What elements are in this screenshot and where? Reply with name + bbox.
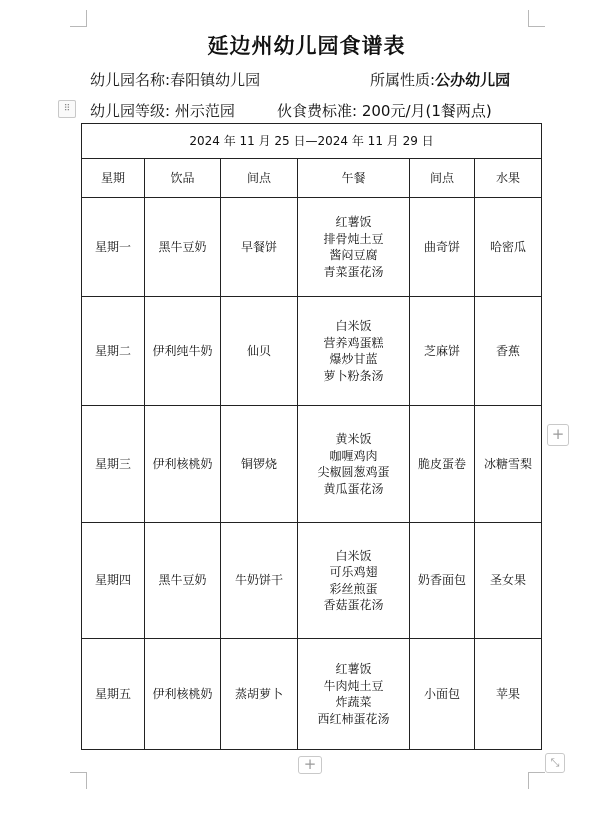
page-corner-bottom-right <box>528 772 545 789</box>
kindergarten-label: 幼儿园名称: <box>90 71 171 89</box>
lunch-item: 青菜蛋花汤 <box>323 264 384 279</box>
drink-cell: 黑牛豆奶 <box>145 523 221 639</box>
page-corner-top-right <box>528 10 545 27</box>
lunch-item: 炸蔬菜 <box>335 695 372 709</box>
snack-cell: 奶香面包 <box>410 523 475 639</box>
drink-cell: 黑牛豆奶 <box>145 198 221 297</box>
lunch-item: 可乐鸡翅 <box>329 565 378 579</box>
table-row <box>82 406 542 523</box>
lunch-item: 西红柿蛋花汤 <box>317 711 390 726</box>
lunch-item: 黄瓜蛋花汤 <box>323 481 384 496</box>
snack-cell: 蒸胡萝卜 <box>221 639 298 750</box>
snack-cell: 曲奇饼 <box>410 198 475 297</box>
day-cell: 星期四 <box>82 523 145 639</box>
lunch-cell <box>298 297 410 406</box>
fruit-cell: 苹果 <box>475 639 542 750</box>
header-row <box>82 159 542 198</box>
lunch-item: 白米饭 <box>335 319 372 333</box>
lunch-item: 彩丝煎蛋 <box>329 581 378 596</box>
day-cell: 星期三 <box>82 406 145 523</box>
snack-cell: 牛奶饼干 <box>221 523 298 639</box>
lunch-item: 红薯饭 <box>335 662 372 676</box>
add-row-icon[interactable]: + <box>298 756 322 774</box>
table-row <box>82 198 542 297</box>
fruit-cell: 圣女果 <box>475 523 542 639</box>
snack-cell: 铜锣烧 <box>221 406 298 523</box>
lunch-item: 酱闷豆腐 <box>329 248 378 262</box>
add-column-icon[interactable]: + <box>547 424 569 446</box>
table-row <box>82 297 542 406</box>
table-resize-icon[interactable]: ⤡ <box>545 753 565 773</box>
day-cell: 星期五 <box>82 639 145 750</box>
lunch-item: 牛肉炖土豆 <box>323 678 384 693</box>
lunch-cell <box>298 523 410 639</box>
lunch-item: 爆炒甘蓝 <box>329 352 378 366</box>
page-corner-bottom-left <box>70 772 87 789</box>
date-range: 2024 年 11 月 25 日—2024 年 11 月 29 日 <box>82 124 542 159</box>
lunch-item: 营养鸡蛋糕 <box>323 335 384 350</box>
fee-line: 伙食费标准: 200元/月(1餐两点) <box>277 102 492 120</box>
lunch-item: 萝卜粉条汤 <box>323 368 384 383</box>
header-drink: 饮品 <box>145 159 221 198</box>
header-fruit: 水果 <box>475 159 542 198</box>
header-snack-2: 间点 <box>410 159 475 198</box>
document-title: 延边州幼儿园食谱表 <box>207 33 406 58</box>
lunch-item: 尖椒圆葱鸡蛋 <box>317 465 390 479</box>
nature-line <box>370 69 510 90</box>
lunch-item: 白米饭 <box>335 548 372 563</box>
lunch-item: 排骨炖土豆 <box>323 231 384 246</box>
snack-cell: 仙贝 <box>221 297 298 406</box>
lunch-item: 黄米饭 <box>335 432 372 446</box>
snack-cell: 早餐饼 <box>221 198 298 297</box>
table-row <box>82 523 542 639</box>
menu-table <box>81 123 542 750</box>
header-lunch: 午餐 <box>298 159 410 198</box>
header-snack-1: 间点 <box>221 159 298 198</box>
fruit-cell: 香蕉 <box>475 297 542 406</box>
fruit-cell: 冰糖雪梨 <box>475 406 542 523</box>
lunch-item: 香菇蛋花汤 <box>323 598 384 612</box>
grade-line: 幼儿园等级: 州示范园 <box>90 102 235 120</box>
drink-cell: 伊利核桃奶 <box>145 406 221 523</box>
day-cell: 星期二 <box>82 297 145 406</box>
nature-label: 所属性质: <box>370 71 436 89</box>
table-row <box>82 639 542 750</box>
nature-value: 公办幼儿园 <box>435 71 511 89</box>
fruit-cell: 哈密瓜 <box>475 198 542 297</box>
date-row <box>82 124 542 159</box>
snack-cell: 脆皮蛋卷 <box>410 406 475 523</box>
lunch-cell <box>298 198 410 297</box>
page-corner-top-left <box>70 10 87 27</box>
table-move-handle-icon[interactable]: ⠿ <box>58 100 76 118</box>
snack-cell: 小面包 <box>410 639 475 750</box>
drink-cell: 伊利核桃奶 <box>145 639 221 750</box>
lunch-item: 咖喱鸡肉 <box>329 448 378 463</box>
lunch-item: 红薯饭 <box>335 215 372 229</box>
kindergarten-name-line <box>90 69 260 90</box>
lunch-cell <box>298 639 410 750</box>
snack-cell: 芝麻饼 <box>410 297 475 406</box>
header-day: 星期 <box>82 159 145 198</box>
drink-cell: 伊利纯牛奶 <box>145 297 221 406</box>
day-cell: 星期一 <box>82 198 145 297</box>
lunch-cell <box>298 406 410 523</box>
kindergarten-name: 春阳镇幼儿园 <box>170 71 261 89</box>
